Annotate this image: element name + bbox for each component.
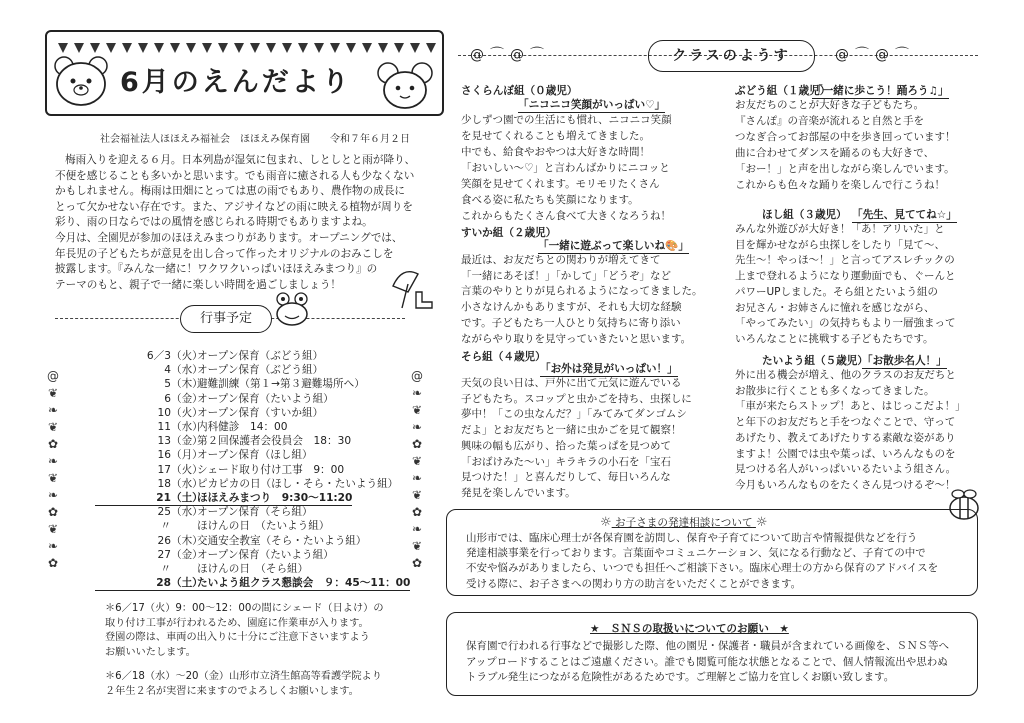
rainbow-icon: ⌒	[895, 47, 915, 63]
event-weekday: （火）	[171, 463, 203, 476]
text-line: これからもたくさん食べて大きくなろうね！	[461, 210, 671, 222]
text-line: いろんなことに挑戦する子どもたちです。	[735, 332, 934, 345]
event-date: 6／3	[146, 350, 171, 362]
event-row	[95, 420, 288, 434]
text-line: 見つける名人がいっぱいいるたいよう組さん。	[735, 463, 957, 476]
note-line: ＊6／18（水）～20（金）山形市立済生館高等看護学院より	[105, 671, 382, 682]
event-text: 避難訓練（第１→第３避難場所へ）	[197, 378, 365, 391]
page-title: 6月のえんだより	[120, 67, 352, 98]
event-date: 17	[157, 463, 171, 476]
sora-text	[461, 376, 692, 502]
event-date: 25	[157, 506, 171, 519]
event-row	[95, 406, 323, 420]
text-line: あげたり、教えてあげたりする素敵な姿があり	[735, 431, 956, 444]
leaf-icon: ❧	[411, 420, 423, 434]
leaf-icon: ❧	[47, 539, 59, 553]
event-date: 〃	[160, 520, 171, 533]
event-row	[95, 534, 367, 548]
taiyou-title: たいよう組（５歳児）	[762, 355, 868, 367]
leaf-icon: ❦	[411, 454, 423, 468]
event-weekday: （金）	[171, 435, 203, 448]
event-row	[95, 576, 410, 591]
event-date: 4	[164, 364, 171, 377]
leaf-icon: ❦	[411, 488, 423, 502]
event-row	[95, 363, 323, 377]
leaf-icon: ❧	[47, 488, 59, 502]
flower-icon: ✿	[47, 505, 59, 519]
note-line: ＊6／17（火）9：00～12：00の間にシェード（日よけ）の	[105, 603, 384, 614]
event-text: たいよう組クラス懇談会 ９：45～11：00	[197, 577, 411, 590]
text-line: と年下のお友だちと手をつなぐことで、守って	[735, 416, 956, 429]
event-row	[95, 434, 351, 448]
hoshi-subtitle: 「先生、見ててね☆」	[852, 209, 957, 221]
flower-icon: ✿	[411, 505, 423, 519]
text-line: 先生～！やっほ～！」と言ってアスレチックの	[735, 254, 955, 267]
flower-icon: ✿	[411, 556, 423, 570]
text-line: 目を輝かせながら虫探しをしたり「見て～、	[735, 238, 945, 251]
budou-subtitle: 「一緒に歩こう！踊ろう♫」	[812, 85, 949, 97]
event-weekday: （火）	[171, 350, 203, 362]
intro-line: とって欠かせない存在です。また、アジサイなどの雨に映える植物が周りを	[55, 200, 413, 213]
intro-line: 披露します。『みんな一緒に！ワクワクいっぱいほほえみまつり』の	[55, 263, 378, 276]
text-line: 言葉のやりとりが見られるようになってきました。	[461, 285, 703, 298]
sns-text	[466, 639, 949, 686]
event-date: 13	[157, 435, 171, 448]
text-line: 少しずつ園での生活にも慣れ、ニコニコ笑顔	[461, 114, 672, 126]
event-date: 16	[157, 449, 171, 462]
event-weekday: （水）	[171, 506, 203, 519]
bunting-decoration	[58, 38, 442, 57]
suika-title: すいか組（２歳児）	[461, 227, 557, 239]
vine-left-decoration	[42, 368, 64, 572]
text-line: 受ける際に、お子さまへの関わり方の助言をいただくことができます。	[466, 577, 802, 590]
event-weekday: （月）	[171, 449, 203, 462]
suika-text	[461, 253, 703, 347]
taiyou-text	[735, 368, 966, 494]
event-text: ほほえみまつり 9:30～11:20	[197, 492, 353, 504]
event-weekday: （水）	[171, 364, 203, 377]
note-line: 取り付け工事が行われるため、園庭に作業車が入ります。	[105, 617, 369, 629]
event-date: 5	[164, 378, 171, 391]
sakuranbo-title: さくらんぼ組（０歳児）	[461, 85, 578, 97]
event-date: 21	[156, 492, 171, 504]
leaf-icon: ❦	[47, 420, 59, 434]
event-date: 10	[157, 406, 171, 419]
text-line: 「おばけみた～い」キラキラの小石を「宝石	[461, 455, 671, 468]
sora-subtitle: 「お外は発見がいっぱい！」	[540, 363, 678, 375]
flower-icon: ✿	[47, 437, 59, 451]
text-line: 「おー！」と声を出しながら楽しんでいます。	[735, 163, 955, 175]
leaf-icon: ❧	[411, 386, 423, 400]
event-row	[95, 491, 352, 506]
event-row	[95, 463, 344, 477]
event-weekday: （土）	[171, 577, 203, 590]
text-line: 外に出る機会が増え、他のクラスのお友だちと	[735, 369, 956, 381]
consult-text	[466, 531, 938, 592]
event-text: オープン保育（そら組）	[197, 506, 313, 519]
text-line: 「車が来たらストップ！あと、はじっこだよ！」	[735, 400, 966, 413]
text-line: お散歩に行くことも多くなってきました。	[735, 384, 935, 397]
text-line: 上まで登れるようになり運動面でも、ぐーんと	[735, 270, 956, 283]
sora-title: そら組（４歳児）	[461, 351, 546, 363]
snail-icon: @	[411, 369, 423, 383]
event-weekday: （水）	[171, 477, 203, 490]
event-weekday: （金）	[171, 392, 203, 405]
event-row	[95, 505, 313, 519]
text-line: お兄さん・お姉さんに憧れを感じながら、	[735, 301, 935, 314]
frog-icon	[272, 290, 312, 330]
publisher-line: 社会福祉法人ほほえみ福祉会 ほほえみ保育園 令和７年６月２日	[100, 134, 410, 145]
snail-icon: @	[875, 47, 895, 63]
sns-title: ★ ＳＮＳの取扱いについてのお願い ★	[590, 623, 789, 635]
sakuranbo-text	[461, 112, 672, 224]
text-line: 山形市では、臨床心理士が各保育園を訪問し、保育や子育てについて助言や情報提供などを行う	[466, 532, 918, 544]
text-line: 小さなけんかもありますが、それも大切な経験	[461, 301, 682, 314]
vine-right-decoration	[406, 368, 428, 572]
event-text: ピカピカの日（ほし・そら・たいよう組）	[197, 477, 399, 490]
text-line: 「やってみたい」の気持ちもより一層強まって	[735, 317, 956, 330]
sakuranbo-subtitle: 「ニコニコ笑顔がいっぱい♡」	[518, 99, 666, 111]
leaf-icon: ❧	[411, 471, 423, 485]
event-weekday: （木）	[171, 378, 203, 391]
note-line: 登園の際は、車両の出入りに十分にご注意下さいますよう	[105, 632, 370, 644]
flower-icon: ✿	[411, 437, 423, 451]
text-line: 保育園で行われる行事などで撮影した際、他の園児・保護者・職員が含まれている画像を、ＳＮＳ等へ	[466, 640, 949, 652]
text-line: 中でも、給食やおやつは大好きな時間！	[461, 146, 650, 158]
snail-rainbow-decoration-right	[835, 44, 915, 64]
intro-line: 今月は、全園児が参加のほほえみまつりがあります。オープニングでは、	[55, 231, 403, 244]
event-date: 〃	[160, 563, 171, 575]
text-line: 見つけた！」と喜んだりして、毎日いろんな	[461, 471, 671, 484]
text-line: アップロードすることはご遠慮ください。誰でも閲覧可能な状態となることで、個人情報流出や思わぬ	[466, 655, 948, 668]
snail-icon: @	[835, 47, 855, 63]
text-line: 最近は、お友だちとの関わりが増えてきて	[461, 254, 661, 266]
leaf-icon: ❦	[47, 522, 59, 536]
text-line: 天気の良い日は、戸外に出て元気に遊んでいる	[461, 377, 682, 389]
event-date: 18	[157, 477, 171, 490]
text-line: だよ」とお友だちと一緒に虫かごを見て観察！	[461, 424, 682, 437]
taiyou-subtitle: 「お散歩名人！」	[862, 355, 947, 367]
note-line: お願いいたします。	[105, 646, 196, 658]
intro-line: 不便を感じることも多いかと思います。でも雨音に癒される人も少なくない	[55, 169, 415, 182]
rainbow-icon: ⌒	[490, 47, 510, 63]
leaf-icon: ❧	[47, 454, 59, 468]
text-line: 『さんぽ』の音楽が流れると自然と手を	[735, 115, 924, 127]
text-line: パワーUPしました。そら組とたいよう組の	[735, 285, 939, 298]
text-line: 発見を楽しんでいます。	[461, 486, 576, 499]
leaf-icon: ❦	[47, 386, 59, 400]
event-text: オープン保育（すいか組）	[197, 406, 324, 419]
text-line: みんな外遊びが大好き！「あ！アリいた」と	[735, 223, 945, 235]
snail-icon: @	[510, 47, 530, 63]
event-row	[95, 392, 334, 406]
snail-icon: @	[47, 369, 59, 383]
event-text: オープン保育（ぶどう組）	[197, 364, 324, 377]
text-line: です。子どもたち一人ひとり気持ちに寄り添い	[461, 316, 681, 329]
event-note-2	[105, 670, 382, 699]
bear-icon	[50, 52, 112, 108]
event-text: オープン保育（ほし組）	[197, 449, 313, 462]
intro-line: 梅雨入りを迎える６月。日本列島が湿気に包まれ、しとしとと雨が降り、	[65, 154, 416, 166]
text-line: 子どもたち。スコップと虫かごを持ち、虫探しに	[461, 392, 692, 405]
event-text: 第２回保護者会役員会 18：30	[197, 435, 352, 448]
budou-title: ぶどう組（１歳児）	[735, 85, 831, 97]
event-weekday: （木）	[171, 534, 203, 547]
note-line: ２年生２名が実習に来ますのでよろしくお願いします。	[105, 685, 359, 697]
sun-icon: ☼	[600, 515, 612, 530]
hoshi-text	[735, 222, 956, 348]
text-line: 今月もいろんなものをたくさん見つけるぞ～！	[735, 478, 956, 491]
text-line: 「おいしい～♡」と言わんばかりにニコッと	[461, 162, 670, 174]
consult-title-text: お子さまの発達相談について	[615, 517, 753, 529]
text-line: 曲に合わせてダンスを踊るのも大好きで、	[735, 147, 935, 159]
text-line: これからも色々な踊りを楽しんで行こうね！	[735, 179, 945, 191]
event-text: 内科健診 14：00	[197, 421, 288, 433]
event-text: オープン保育（たいよう組）	[197, 548, 334, 561]
rainbow-icon: ⌒	[530, 47, 550, 63]
suika-subtitle: 「一緒に遊ぶって楽しいね🎨」	[538, 240, 689, 252]
event-text: ほけんの日 （たいよう組）	[197, 520, 330, 533]
text-line: 発達相談事業を行っております。言葉面やコミュニケーション、気になる行動など、子育ての中で	[466, 547, 926, 560]
leaf-icon: ❦	[47, 471, 59, 485]
event-weekday: （土）	[171, 492, 203, 504]
text-line: 食べる姿に私たちも笑顔になります。	[461, 194, 639, 206]
intro-line: テーマのもと、親子で一緒に楽しい時間を過ごしましょう！	[55, 278, 342, 291]
text-line: 不安や悩みがありましたら、いつでも担任へご相談下さい。臨床心理士の方から保育のアドバイスを	[466, 562, 939, 575]
text-line: 笑顔を見せてくれます。モリモリたくさん	[461, 178, 660, 190]
text-line: 興味の幅も広がり、拾った葉っぱを見つめて	[461, 439, 671, 452]
text-line: ながらやり取りを見守っていきたいと思います。	[461, 332, 692, 345]
event-row	[95, 349, 323, 363]
event-row	[95, 548, 334, 562]
event-heading: 行事予定	[180, 305, 272, 333]
flower-icon: ✿	[47, 556, 59, 570]
event-weekday: （水）	[171, 421, 203, 433]
event-text: オープン保育（ぶどう組）	[197, 350, 324, 362]
budou-text	[735, 97, 956, 193]
text-line: トラブル発生につながる危険性があるためです。ご理解とご協力を宜しくお願い致します。	[466, 671, 895, 683]
hoshi-title: ほし組（３歳児）	[762, 209, 847, 221]
event-row	[95, 562, 308, 576]
event-note-1	[105, 602, 384, 660]
event-date: 11	[157, 421, 171, 433]
leaf-icon: ❧	[411, 522, 423, 536]
umbrella-boots-icon	[388, 264, 440, 314]
leaf-icon: ❦	[411, 539, 423, 553]
event-date: 28	[156, 577, 171, 590]
intro-line: 彩り、雨の日ならではの風情を感じられる時期でもありますよね。	[55, 216, 373, 229]
event-text: ほけんの日 （そら組）	[197, 563, 309, 575]
event-row	[95, 448, 313, 462]
event-weekday: （金）	[171, 548, 203, 561]
event-text: オープン保育（たいよう組）	[197, 392, 334, 405]
event-row	[95, 377, 365, 391]
snail-rainbow-decoration-left	[470, 44, 550, 64]
text-line: を見せてくれることも増えてきました。	[461, 130, 650, 142]
event-weekday: （火）	[171, 406, 203, 419]
event-row	[95, 519, 329, 533]
event-date: 26	[157, 534, 171, 547]
text-line: 「一緒にあそぼ！」「かして」「どうぞ」など	[461, 269, 671, 282]
text-line: つなぎ合ってお部屋の中を歩き回っています！	[735, 131, 956, 143]
class-heading: クラスのようす	[648, 40, 815, 72]
event-text: 交通安全教室（そら・たいよう組）	[197, 534, 367, 547]
leaf-icon: ❦	[411, 403, 423, 417]
text-line: ますよ！公園では虫や葉っぱ、いろんなものを	[735, 447, 956, 460]
intro-text	[55, 153, 435, 293]
intro-line: かもしれません。梅雨は田畑にとっては恵の雨でもあり、農作物の成長に	[55, 185, 406, 198]
leaf-icon: ❧	[47, 403, 59, 417]
snail-icon: @	[470, 47, 490, 63]
text-line: 夢中！「この虫なんだ？」「みてみてダンゴムシ	[461, 408, 687, 421]
mouse-icon	[375, 60, 435, 110]
consult-title	[600, 515, 768, 530]
rainbow-icon: ⌒	[855, 47, 875, 63]
intro-line: 年長児の子どもたちが意見を出し合って作ったオリジナルのおみこしを	[55, 247, 394, 260]
event-date: 6	[164, 392, 171, 405]
event-date: 27	[157, 548, 171, 561]
sun-icon: ☼	[755, 515, 768, 530]
text-line: お友だちのことが大好きな子どもたち。	[735, 99, 924, 111]
event-row	[95, 477, 398, 491]
event-text: シェード取り付け工事 9：00	[197, 463, 345, 476]
